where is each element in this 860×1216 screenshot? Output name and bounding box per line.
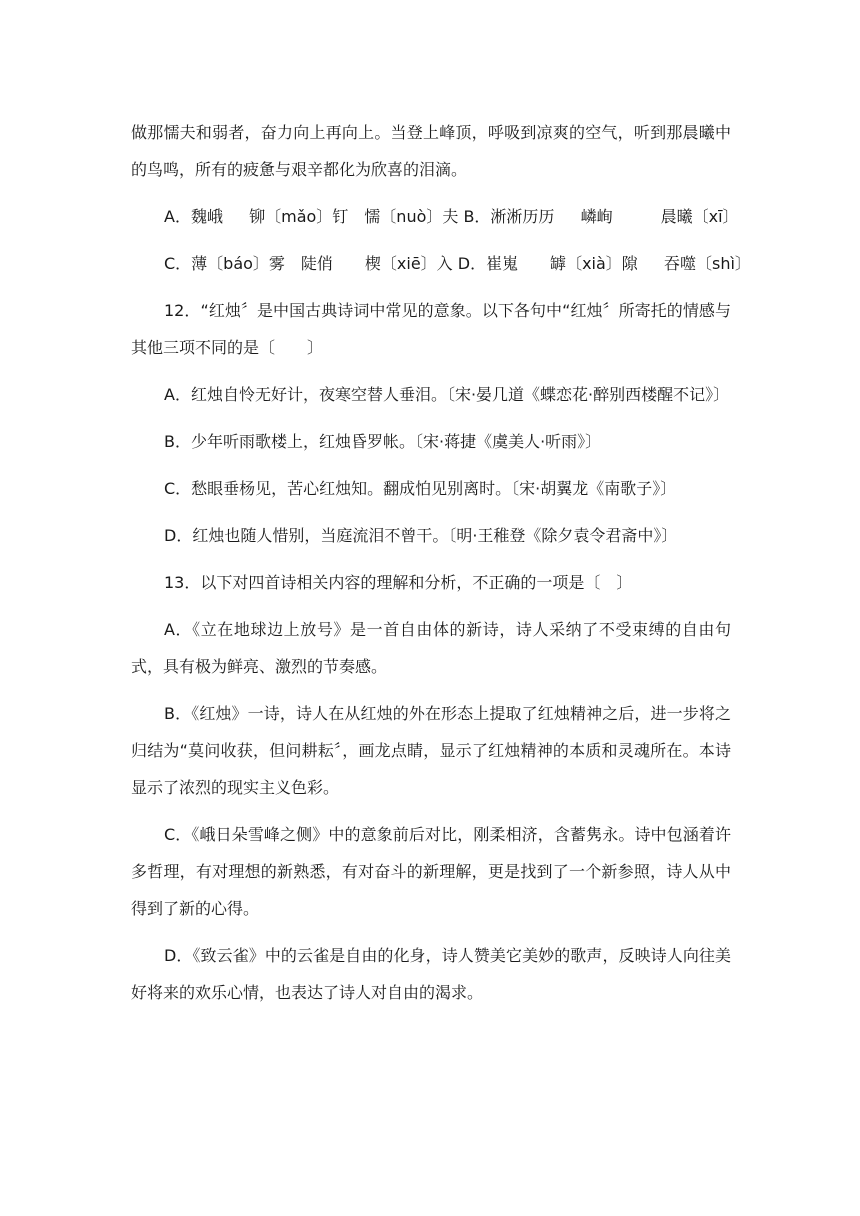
q12-option-d: D．红烛也随人惜别，当庭流泪不曾干。〔明·王稚登《除夕袁令君斋中》〕 [164,526,678,545]
q11-options-line-2: C．薄〔báo〕雾 陡俏 楔〔xiē〕入 D．崔嵬 罅〔xià〕隙 吞噬〔shì〕 [164,254,751,273]
q12-option-c: C．愁眼垂杨见，苦心红烛知。翻成怕见别离时。〔宋·胡翼龙《南歌子》〕 [164,479,677,498]
q13-option-b: B．《红烛》一诗，诗人在从红烛的外在形态上提取了红烛精神之后，进一步将之归结为“莫问收获，但问耕耘〞，画龙点睛，显示了红烛精神的本质和灵魂所在。本诗显示了浓烈的现实主义色彩。 [131,704,731,797]
q13-option-a: A．《立在地球边上放号》是一首自由体的新诗，诗人采纳了不受束缚的自由句式，具有极为鲜亮、激烈的节奏感。 [131,620,731,676]
q11-options-line-1: A．魏峨 铆〔mǎo〕钉 懦〔nuò〕夫 B．淅淅历历 嶙峋 晨曦〔xī〕 [164,207,739,226]
passage-continuation: 做那懦夫和弱者，奋力向上再向上。当登上峰顶，呼吸到凉爽的空气，听到那晨曦中的鸟鸣，所有的疲惫与艰辛都化为欣喜的泪滴。 [131,123,731,179]
q12-option-a: A．红烛自怜无好计，夜寒空替人垂泪。〔宋·晏几道《蝶恋花·醉别西楼醒不记》〕 [164,385,730,404]
q13-option-c: C．《峨日朵雪峰之侧》中的意象前后对比，刚柔相济，含蓄隽永。诗中包涵着许多哲理，有对理想的新熟悉，有对奋斗的新理解，更是找到了一个新参照，诗人从中得到了新的心得。 [131,825,731,918]
q12-option-b: B．少年听雨歌楼上，红烛昏罗帐。〔宋·蒋捷《虞美人·听雨》〕 [164,432,602,451]
q13-option-d: D．《致云雀》中的云雀是自由的化身，诗人赞美它美妙的歌声，反映诗人向往美好将来的欢乐心情，也表达了诗人对自由的渴求。 [131,946,731,1002]
q13-stem: 13．以下对四首诗相关内容的理解和分析，不正确的一项是〔 〕 [164,573,633,592]
q12-stem: 12．“红烛〞是中国古典诗词中常见的意象。以下各句中“红烛〞所寄托的情感与其他三项不同的是〔 〕 [131,301,731,357]
document-body [131,123,751,1021]
